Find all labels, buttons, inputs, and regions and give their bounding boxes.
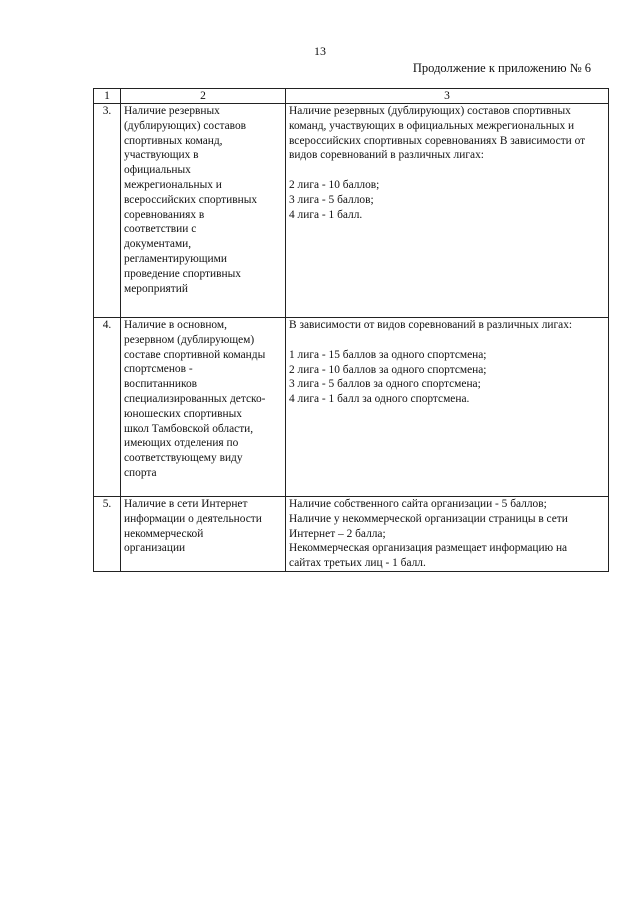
score-item: 3 лига - 5 баллов; [289,193,374,206]
criterion-line: информации о деятельности [124,512,262,525]
row-number: 3. [94,104,121,318]
criterion-line: соответствии с [124,223,197,236]
criterion-cell [121,104,286,318]
description-cell [286,104,609,318]
criterion-line: составе спортивной команды [124,348,266,361]
description-cell [286,318,609,497]
criterion-line: межрегиональных и [124,178,222,191]
criterion-line: проведение спортивных [124,267,241,280]
score-item: 2 лига - 10 баллов за одного спортсмена; [289,363,487,376]
description-line: видов соревнований в различных лигах: [289,149,484,162]
table-row [94,497,609,572]
description-line: Наличие у некоммерческой организации страницы в сети [289,512,568,525]
table-header-row [94,89,609,104]
criteria-table [93,88,609,572]
criterion-line: соревнованиях в [124,208,205,221]
continuation-heading: Продолжение к приложению № 6 [412,61,591,75]
table-row [94,318,609,497]
criterion-line: официальных [124,164,191,177]
score-item: 4 лига - 1 балл. [289,208,363,221]
header-col-1: 1 [94,89,121,104]
criterion-line: мероприятий [124,282,188,295]
score-item: 4 лига - 1 балл за одного спортсмена. [289,393,470,406]
score-item: 1 лига - 15 баллов за одного спортсмена; [289,348,487,361]
criterion-line: организации [124,542,186,555]
criterion-line: всероссийских спортивных [124,193,258,206]
criterion-line: спортсменов - [124,363,193,376]
score-item: 3 лига - 5 баллов за одного спортсмена; [289,378,481,391]
criterion-line: спорта [124,466,157,479]
description-line: В зависимости от видов соревнований в различных лигах: [289,319,573,331]
criterion-line: соответствующему виду [124,452,243,465]
criterion-line: юношеских спортивных [124,407,242,420]
criterion-cell [121,318,286,497]
description-cell [286,497,609,572]
description-line: Наличие собственного сайта организации - 5 баллов; [289,498,547,510]
row-number: 5. [94,497,121,572]
criterion-line: некоммерческой [124,527,204,540]
header-col-2: 2 [121,89,286,104]
criterion-line: имеющих отделения по [124,437,239,450]
description-line: Наличие резервных (дублирующих) составов спортивных [289,105,571,117]
criterion-line: резервном (дублирующем) [124,333,255,346]
criterion-line: Наличие в сети Интернет [124,498,248,510]
criterion-line: участвующих в [124,149,199,162]
description-line: всероссийских спортивных соревнованиях В зависимости от [289,134,586,147]
criterion-line: Наличие в основном, [124,319,227,331]
criterion-line: Наличие резервных [124,105,220,117]
criterion-line: спортивных команд, [124,134,223,147]
criterion-line: регламентирующими [124,252,227,265]
description-line: Интернет – 2 балла; [289,527,386,540]
table-row [94,104,609,318]
row-number: 4. [94,318,121,497]
criterion-line: воспитанников [124,378,198,391]
criterion-line: документами, [124,238,192,251]
criterion-line: (дублирующих) составов [124,119,247,132]
description-line: Некоммерческая организация размещает информацию на [289,542,568,555]
header-col-3: 3 [286,89,609,104]
description-line: сайтах третьих лиц - 1 балл. [289,557,426,570]
page-number: 13 [314,44,326,58]
criterion-cell [121,497,286,572]
criterion-line: специализированных детско- [124,392,266,405]
description-line: команд, участвующих в официальных межрегиональных и [289,119,575,132]
score-item: 2 лига - 10 баллов; [289,179,380,192]
criterion-line: школ Тамбовской области, [124,422,254,435]
